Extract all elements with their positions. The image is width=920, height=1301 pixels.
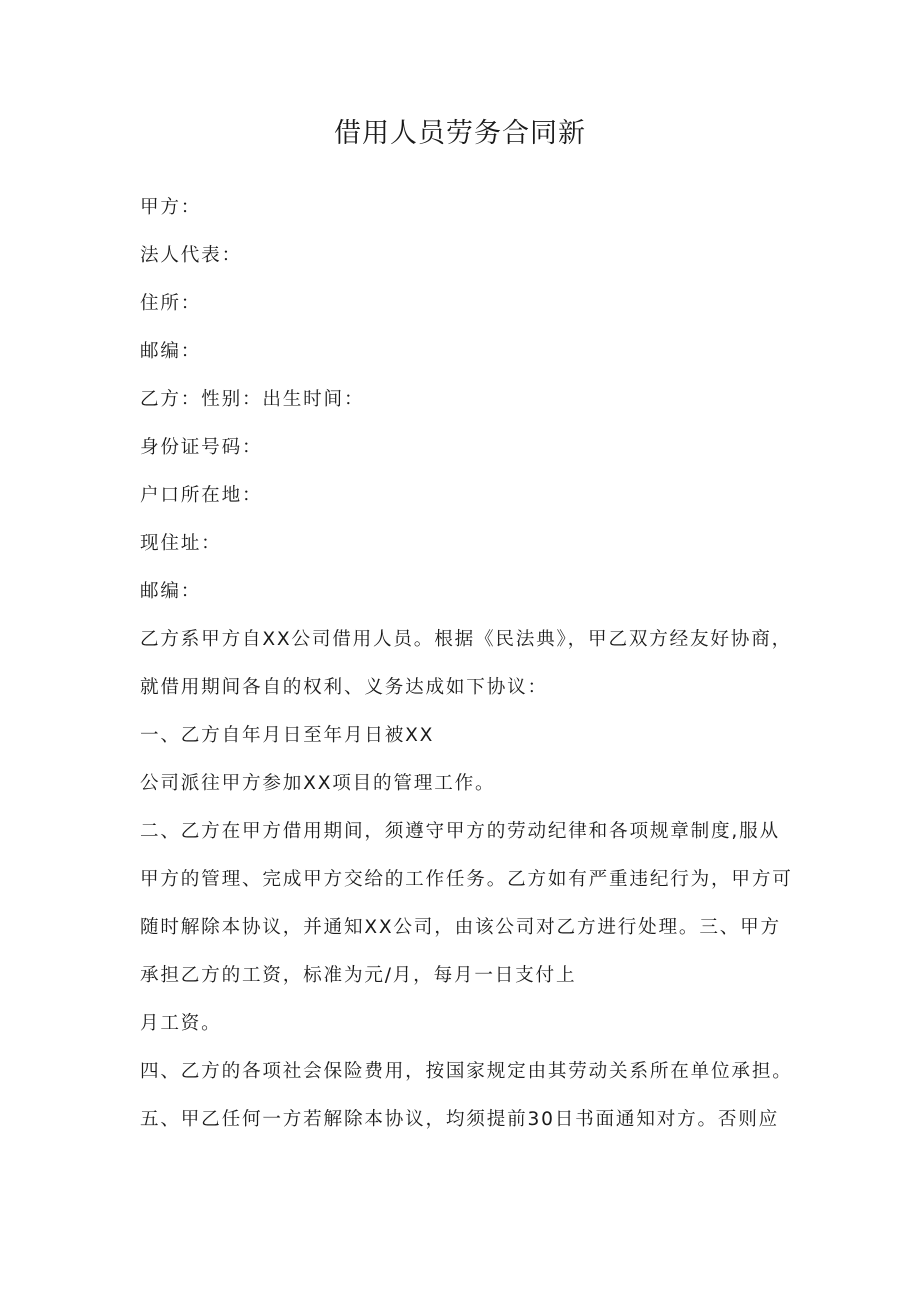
line-address-a: 住所： <box>140 293 202 314</box>
clause-four-line: 四、乙方的各项社会保险费用，按国家规定由其劳动关系所在单位承担。 <box>140 1061 793 1082</box>
document-body <box>140 188 793 1148</box>
document-title: 借用人员劳务合同新 <box>334 118 586 149</box>
line-current-address: 现住址： <box>140 533 222 554</box>
line-household-registration: 户口所在地： <box>140 485 263 506</box>
clause-one-line: 一、乙方自年月日至年月日被XX <box>140 725 435 746</box>
line-legal-representative: 法人代表： <box>140 245 242 266</box>
clause-five-line: 五、甲乙任何一方若解除本协议，均须提前30日书面通知对方。否则应 <box>140 1109 780 1130</box>
line-party-a: 甲方： <box>140 197 202 218</box>
line-postcode-a: 邮编： <box>140 341 202 362</box>
clause-one-line: 公司派往甲方参加XX项目的管理工作。 <box>140 773 496 794</box>
clause-two-line: 甲方的管理、完成甲方交给的工作任务。乙方如有严重违纪行为，甲方可 <box>140 869 793 890</box>
clause-three-line: 月工资。 <box>140 1013 222 1034</box>
paragraph-line: 就借用期间各自的权利、义务达成如下协议： <box>140 677 548 698</box>
line-postcode-b: 邮编： <box>140 581 202 602</box>
clause-three-line: 承担乙方的工资，标准为元/月，每月一日支付上 <box>140 965 577 986</box>
line-id-number: 身份证号码： <box>140 437 263 458</box>
paragraph-line: 乙方系甲方自XX公司借用人员。根据《民法典》，甲乙双方经友好协商， <box>140 629 792 650</box>
clause-two-line: 随时解除本协议，并通知XX公司，由该公司对乙方进行处理。三、甲方 <box>140 917 781 938</box>
line-party-b: 乙方：性别：出生时间： <box>140 389 365 410</box>
clause-two-line: 二、乙方在甲方借用期间，须遵守甲方的劳动纪律和各项规章制度,服从 <box>140 821 780 842</box>
